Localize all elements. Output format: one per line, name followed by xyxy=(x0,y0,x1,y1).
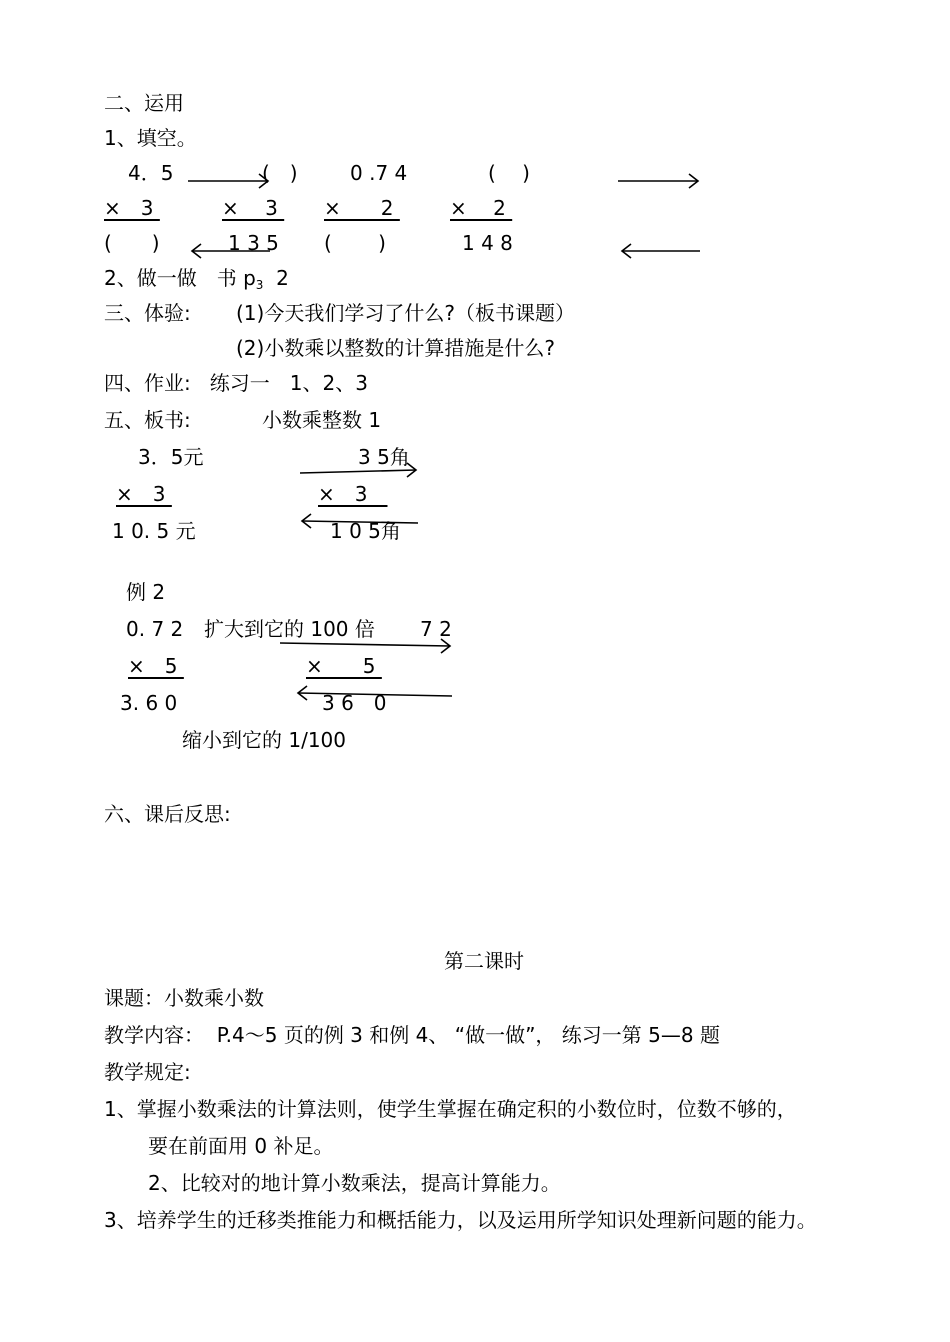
section-heading-apply: 二、运用 xyxy=(104,91,184,115)
example-multiplier: × 5 xyxy=(128,654,184,678)
example-product: 3 6 0 xyxy=(322,691,387,715)
arrow-left-icon xyxy=(622,244,700,258)
section-reflection: 六、课后反思: xyxy=(104,802,231,826)
board-multiplier: × 3 xyxy=(318,482,388,506)
board-title: 小数乘整数 1 xyxy=(262,408,382,432)
section-heading-board: 五、板书: xyxy=(104,408,191,432)
fill-blank-label: 1、填空。 xyxy=(104,126,197,150)
board-value: 3．5元 xyxy=(138,445,204,469)
fill-blank-value: 4．5 xyxy=(128,161,174,185)
example-note-shrink: 缩小到它的 1/100 xyxy=(182,728,346,752)
question-1: (1)今天我们学习了什么?（板书课题） xyxy=(236,301,575,325)
example-value: 7 2 xyxy=(420,617,452,641)
board-multiplier: × 3 xyxy=(116,482,172,506)
question-2: (2)小数乘以整数的计算措施是什么? xyxy=(236,336,555,360)
lesson-requirements: 教学规定: xyxy=(104,1060,191,1084)
fill-blank-multiplier: × 3 xyxy=(104,196,160,220)
arrow-right-icon xyxy=(280,639,450,653)
lesson-topic: 课题：小数乘小数 xyxy=(104,986,264,1010)
fill-blank-product: 1 4 8 xyxy=(462,231,513,255)
section-heading-experience: 三、体验: xyxy=(104,301,191,325)
fill-blank-multiplier: × 2 xyxy=(324,196,400,220)
arrow-right-icon xyxy=(188,174,268,188)
example-value: 0. 7 2 xyxy=(126,617,184,641)
example-product: 3. 6 0 xyxy=(120,691,178,715)
exercise-do-it: 2、做一做 书 $p_3$ 2 xyxy=(104,266,289,292)
fill-blank-multiplier: × 2 xyxy=(450,196,513,220)
section-homework: 四、作业: 练习一 1、2、3 xyxy=(104,371,368,395)
fill-blank-value: ( ) xyxy=(262,161,298,185)
lesson-content: 教学内容： P.4～5 页的例 3 和例 4、 “做一做”， 练习一第 5—8 题 xyxy=(104,1023,720,1047)
board-product: 1 0. 5 元 xyxy=(112,519,196,543)
example-multiplier: × 5 xyxy=(306,654,382,678)
lesson-title: 第二课时 xyxy=(444,949,524,973)
fill-blank-product: ( ) xyxy=(324,231,386,255)
example-label: 例 2 xyxy=(126,580,166,604)
objective-2: 2、比较对的地计算小数乘法，提高计算能力。 xyxy=(148,1171,561,1195)
board-product: 1 0 5角 xyxy=(330,519,401,543)
fill-blank-product: 1 3 5 xyxy=(228,231,279,255)
example-note-enlarge: 扩大到它的 100 倍 xyxy=(204,617,375,641)
objective-1-cont: 要在前面用 0 补足。 xyxy=(148,1134,334,1158)
arrow-right-icon xyxy=(618,174,698,188)
fill-blank-product: ( ) xyxy=(104,231,160,255)
board-value: 3 5角 xyxy=(358,445,410,469)
fill-blank-value: 0 .7 4 xyxy=(350,161,408,185)
objective-3: 3、培养学生的迁移类推能力和概括能力，以及运用所学知识处理新问题的能力。 xyxy=(104,1208,817,1232)
objective-1: 1、掌握小数乘法的计算法则，使学生掌握在确定积的小数位时，位数不够的， xyxy=(104,1097,797,1121)
fill-blank-multiplier: × 3 xyxy=(222,196,285,220)
fill-blank-value: ( ) xyxy=(488,161,530,185)
